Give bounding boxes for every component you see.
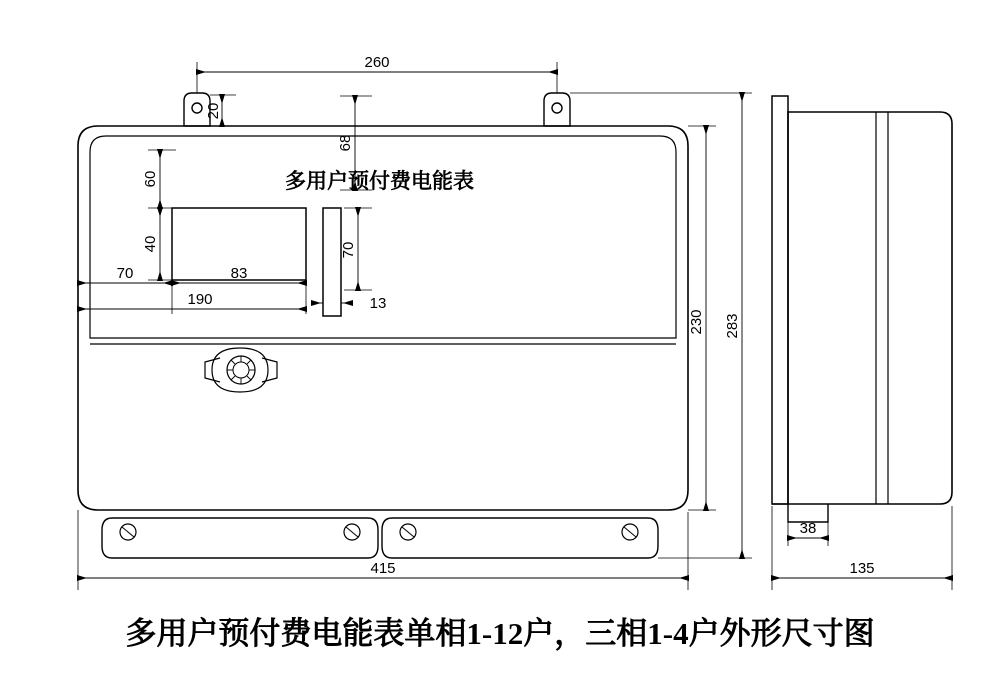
- dim-83: 83: [230, 265, 248, 282]
- seal-emblem: [205, 348, 277, 392]
- figure-caption: 多用户预付费电能表单相1-12户，三相1-4户外形尺寸图: [125, 616, 875, 651]
- dim-135: 135: [849, 560, 875, 577]
- dim-13: 13: [369, 295, 387, 312]
- side-view-body: [772, 96, 952, 522]
- dim-20: 20: [205, 102, 222, 120]
- dim-60: 60: [142, 170, 159, 188]
- dimensions-side: [772, 506, 952, 590]
- dim-260: 260: [364, 54, 390, 71]
- dim-68: 68: [337, 134, 354, 152]
- dim-190: 190: [187, 291, 213, 308]
- dim-38: 38: [799, 520, 817, 537]
- dim-70-keypad: 70: [340, 241, 357, 259]
- dim-40: 40: [142, 235, 159, 253]
- flange-screws: [120, 524, 638, 540]
- front-view-body: [78, 93, 688, 558]
- dim-415: 415: [370, 560, 396, 577]
- panel-title: 多用户预付费电能表: [285, 169, 474, 193]
- dim-230: 230: [688, 309, 705, 335]
- dim-283: 283: [724, 313, 741, 339]
- dim-70-left: 70: [116, 265, 134, 282]
